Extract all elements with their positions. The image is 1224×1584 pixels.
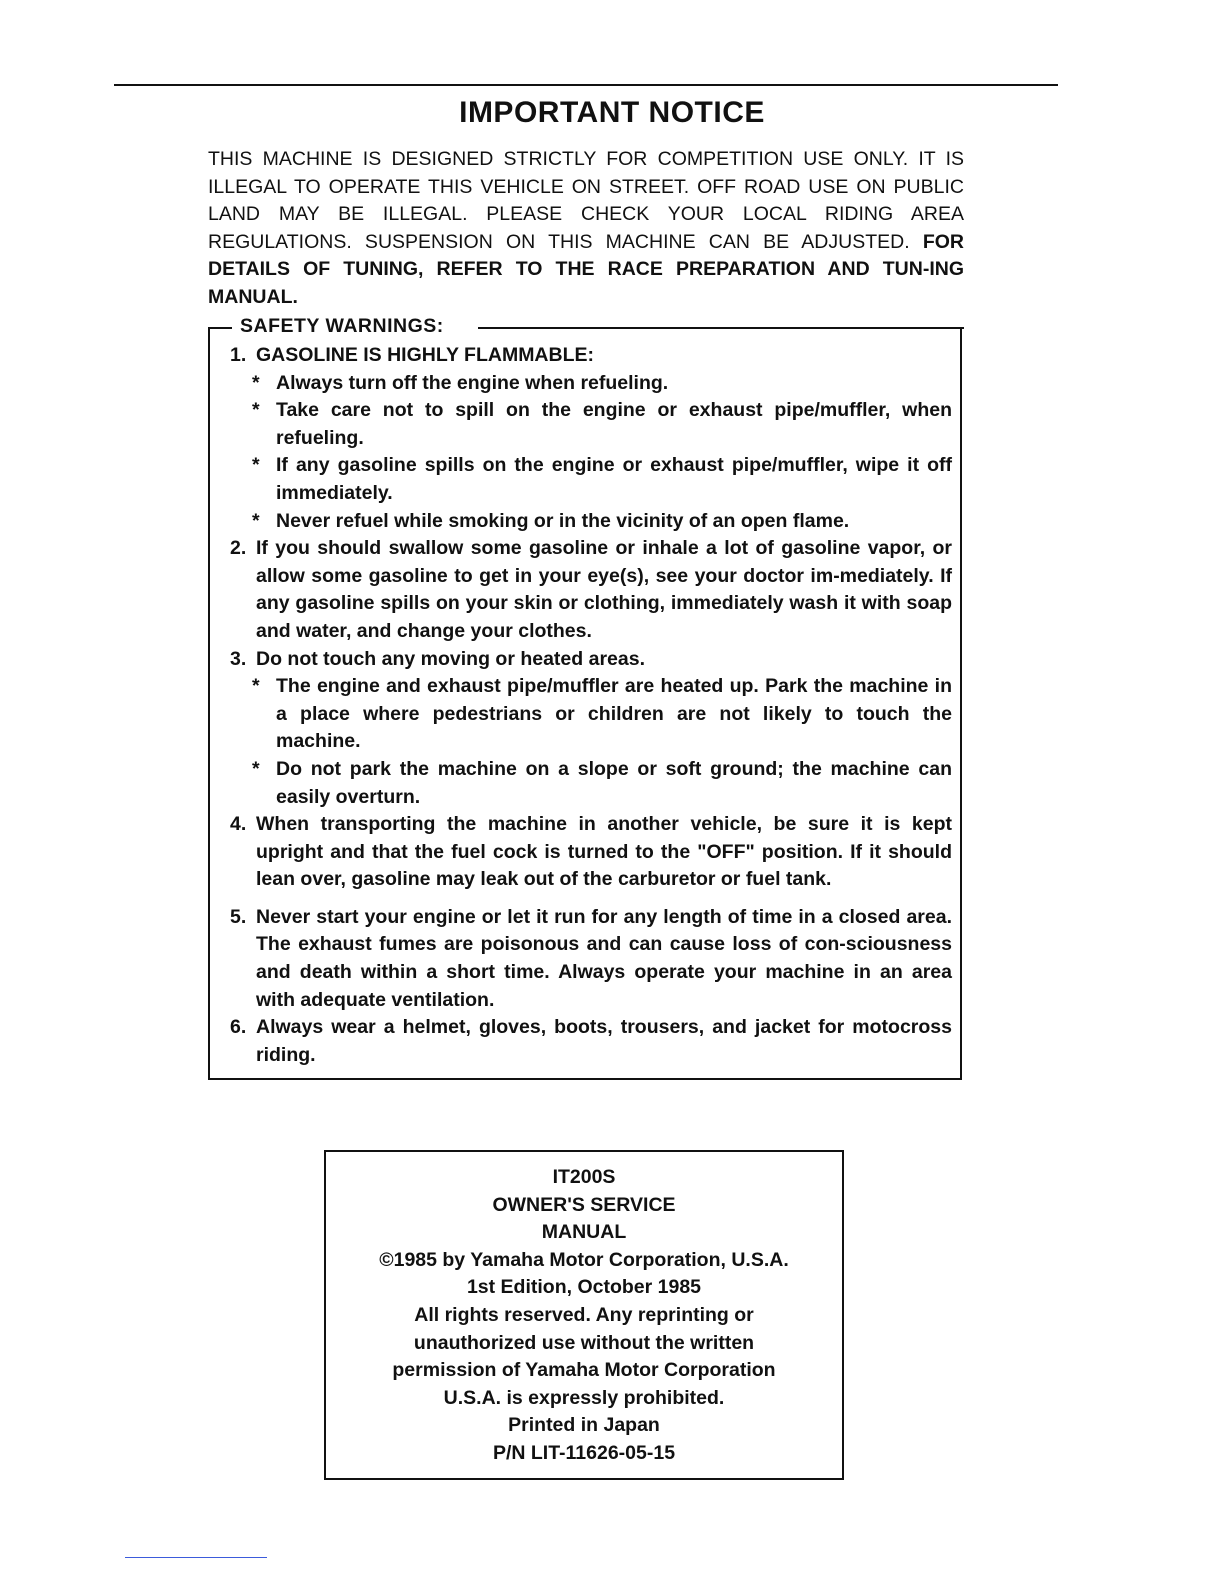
warning-number: 1. (230, 344, 247, 366)
intro-paragraph (208, 146, 964, 312)
safety-warnings-list (230, 342, 952, 1069)
warning-bullet (252, 452, 952, 507)
safety-warnings-heading: SAFETY WARNINGS: (240, 315, 448, 338)
bullet-text: Take care not to spill on the engine or exhaust pipe/muffler, when refueling. (276, 399, 952, 449)
rights-line: unauthorized use without the written (413, 1331, 755, 1354)
edition-line: 1st Edition, October 1985 (466, 1276, 702, 1299)
page-title: IMPORTANT NOTICE (459, 96, 765, 129)
warning-item (230, 535, 952, 645)
warning-text: If you should swallow some gasoline or inhale a lot of gasoline vapor, or allow some gasoline to get in your eye(s), see your doctor im-mediately. If any gasoline spills on your skin or clothing, immediately wash it with soap and water, and change your clothes. (256, 537, 952, 642)
rights-line: U.S.A. is expressly prohibited. (443, 1386, 725, 1409)
asterisk-bullet-icon: * (252, 675, 260, 698)
warning-bullet (252, 673, 952, 756)
part-number: P/N LIT-11626-05-15 (492, 1441, 676, 1464)
bullet-text: If any gasoline spills on the engine or exhaust pipe/muffler, wipe it off immediately. (276, 454, 952, 504)
asterisk-bullet-icon: * (252, 509, 260, 532)
warning-number: 3. (230, 647, 247, 670)
warning-item (230, 904, 952, 1014)
warning-item (230, 1014, 952, 1069)
warning-bullet (252, 370, 952, 398)
intro-bold-text: FOR DETAILS OF TUNING, REFER TO THE RACE PREPARATION AND TUN-ING MANUAL. (208, 230, 964, 308)
warning-number: 6. (230, 1016, 247, 1039)
warning-text: GASOLINE IS HIGHLY FLAMMABLE: (256, 344, 595, 366)
printed-in-line: Printed in Japan (508, 1414, 660, 1437)
bullet-text: Always turn off the engine when refueling. (276, 371, 669, 394)
manual-title-line: OWNER'S SERVICE (492, 1193, 676, 1216)
warning-number: 2. (230, 537, 247, 560)
warning-number: 4. (230, 813, 247, 836)
asterisk-bullet-icon: * (252, 757, 260, 780)
warning-number: 5. (230, 905, 247, 928)
warning-text: When transporting the machine in another vehicle, be sure it is kept upright and that the fuel cock is turned to the "OFF" position. If it should lean over, gasoline may leak out of the carburetor or fuel tank. (256, 813, 952, 891)
rights-line: permission of Yamaha Motor Corporation (392, 1359, 776, 1382)
warning-item (230, 811, 952, 894)
warning-text: Never start your engine or let it run for any length of time in a closed area. The exhaust fumes are poisonous and can cause loss of con-sciousness and death within a short time. Always operate your machine in an area with adequate ventilation. (256, 905, 952, 1011)
item-gap (230, 894, 952, 904)
warning-text: Do not touch any moving or heated areas. (256, 647, 645, 670)
warning-text: Always wear a helmet, gloves, boots, trousers, and jacket for motocross riding. (256, 1016, 952, 1066)
asterisk-bullet-icon: * (252, 371, 260, 394)
asterisk-bullet-icon: * (252, 454, 260, 477)
bottom-underline (125, 1557, 267, 1558)
warning-bullet (252, 756, 952, 811)
warning-bullet (252, 397, 952, 452)
bullet-text: The engine and exhaust pipe/muffler are heated up. Park the machine in a place where pedestrians or children are not likely to touch the machine. (276, 675, 952, 753)
copyright-line: ©1985 by Yamaha Motor Corporation, U.S.A. (379, 1248, 789, 1271)
manual-title-line: MANUAL (541, 1221, 627, 1244)
safety-box-top-left-border (208, 327, 232, 329)
top-rule (114, 84, 1058, 86)
intro-plain-text: THIS MACHINE IS DESIGNED STRICTLY FOR COMPETITION USE ONLY. IT IS ILLEGAL TO OPERATE THIS VEHICLE ON STREET. OFF ROAD USE ON PUBLIC LAND MAY BE ILLEGAL. PLEASE CHECK YOUR LOCAL RIDING AREA REGULATIONS. SUSPENSION ON THIS MACHINE CAN BE ADJUSTED. (208, 148, 964, 253)
copyright-text (324, 1164, 844, 1468)
warning-bullet (252, 508, 952, 536)
safety-box-top-right-border (478, 327, 964, 329)
bullet-text: Never refuel while smoking or in the vicinity of an open flame. (276, 509, 850, 532)
bullet-text: Do not park the machine on a slope or soft ground; the machine can easily overturn. (276, 757, 952, 808)
rights-line: All rights reserved. Any reprinting or (414, 1303, 754, 1326)
warning-item (230, 342, 952, 370)
warning-item (230, 646, 952, 674)
asterisk-bullet-icon: * (252, 399, 260, 422)
model-name: IT200S (552, 1166, 616, 1188)
